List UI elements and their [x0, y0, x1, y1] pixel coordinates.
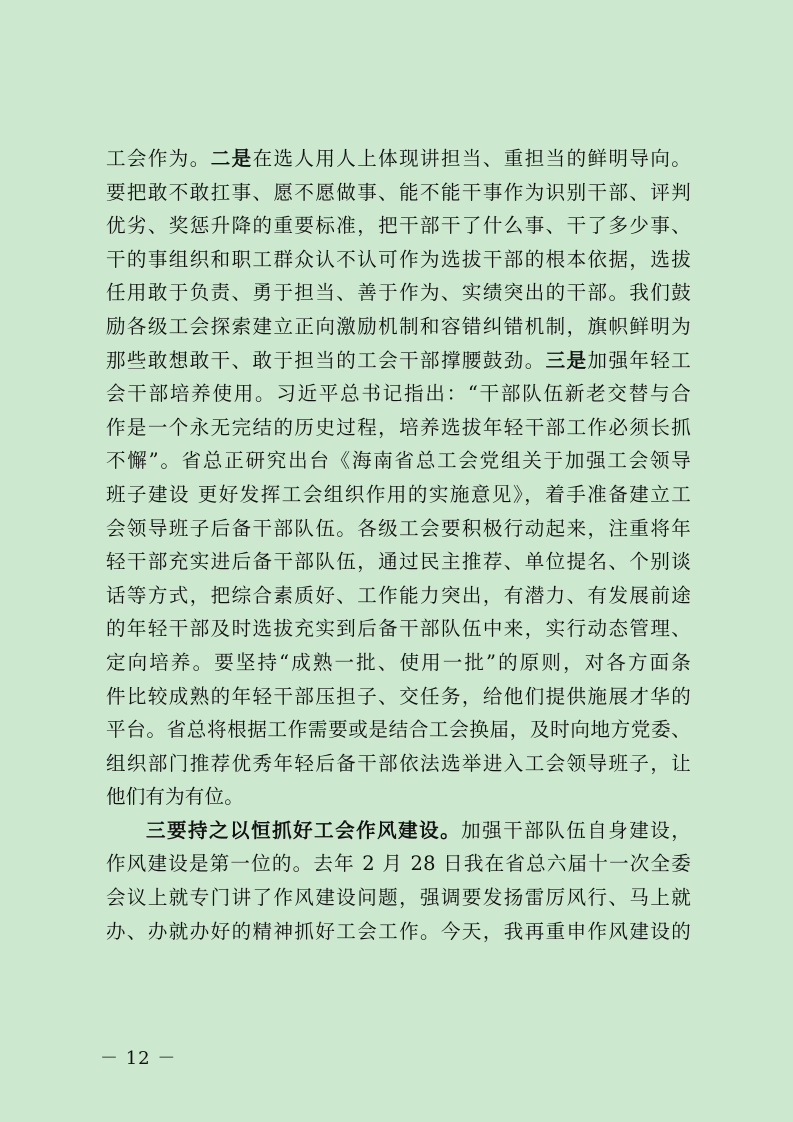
text-line: [106, 680, 691, 714]
text-line: [106, 411, 691, 445]
bold-text-segment: 三是: [545, 348, 588, 372]
text-line: [106, 579, 691, 613]
text-line: [106, 847, 691, 881]
text-segment: 加强年轻工: [587, 348, 691, 372]
text-line: [106, 612, 691, 646]
text-segment: 的年轻干部及时选拔充实到后备干部队伍中来，实行动态管理、: [106, 617, 691, 641]
text-line: [106, 915, 691, 949]
text-line: [106, 276, 691, 310]
text-segment: 工会作为。: [106, 147, 211, 170]
text-line: [106, 512, 691, 546]
page-number: － 12 －: [100, 1048, 177, 1069]
text-segment: 会领导班子后备干部队伍。各级工会要积极行动起来，注重将年: [106, 516, 691, 540]
text-segment: 平台。省总将根据工作需要或是结合工会换届，及时向地方党委、: [106, 718, 691, 742]
text-segment: 加强干部队伍自身建设，: [461, 818, 691, 842]
text-segment: 作风建设是第一位的。去年 2 月 28 日我在省总六届十一次全委: [106, 852, 691, 876]
text-line: [106, 243, 691, 277]
text-segment: 会干部培养使用。习近平总书记指出：“干部队伍新老交替与合: [106, 382, 691, 406]
text-segment: 那些敢想敢干、敢于担当的工会干部撑腰鼓劲。: [106, 348, 546, 372]
text-segment: 干的事组织和职工群众认不认可作为选拔干部的根本依据，选拔: [106, 247, 691, 271]
text-line: [106, 444, 691, 478]
text-line: [106, 780, 691, 814]
text-segment: 定向培养。要坚持“成熟一批、使用一批”的原则，对各方面条: [106, 650, 691, 674]
text-line: [106, 142, 691, 176]
bold-text-segment: 二是: [210, 147, 253, 170]
text-segment: 组织部门推荐优秀年轻后备干部依法选举进入工会领导班子，让: [106, 751, 691, 775]
text-line: [106, 310, 691, 344]
text-line: [106, 713, 691, 747]
text-line: [106, 209, 691, 243]
text-segment: 轻干部充实进后备干部队伍，通过民主推荐、单位提名、个别谈: [106, 550, 691, 574]
text-segment: 在选人用人上体现讲担当、重担当的鲜明导向。: [252, 147, 691, 170]
text-segment: 他们有为有位。: [106, 785, 244, 809]
text-segment: 件比较成熟的年轻干部压担子、交任务，给他们提供施展才华的: [106, 684, 691, 708]
text-line: [106, 881, 691, 915]
text-line: [106, 377, 691, 411]
text-segment: 任用敢于负责、勇于担当、善于作为、实绩突出的干部。我们鼓: [106, 281, 691, 305]
text-line: [106, 814, 691, 848]
text-line: [106, 344, 691, 378]
body-text: [106, 142, 691, 948]
text-line: [106, 176, 691, 210]
text-segment: 要把敢不敢扛事、愿不愿做事、能不能干事作为识别干部、评判: [106, 180, 691, 204]
text-line: [106, 646, 691, 680]
text-line: [106, 478, 691, 512]
text-segment: 班子建设 更好发挥工会组织作用的实施意见》，着手准备建立工: [106, 482, 691, 506]
text-segment: 优劣、奖惩升降的重要标准，把干部干了什么事、干了多少事、: [106, 214, 691, 238]
text-segment: 不懈”。省总正研究出台《海南省总工会党组关于加强工会领导: [106, 449, 691, 473]
text-segment: 话等方式，把综合素质好、工作能力突出，有潜力、有发展前途: [106, 583, 691, 607]
text-segment: 作是一个永无完结的历史过程，培养选拔年轻干部工作必须长抓: [106, 415, 691, 439]
text-segment: 励各级工会探索建立正向激励机制和容错纠错机制，旗帜鲜明为: [106, 314, 691, 338]
text-line: [106, 747, 691, 781]
text-segment: 会议上就专门讲了作风建设问题，强调要发扬雷厉风行、马上就: [106, 886, 691, 910]
bold-text-segment: 三要持之以恒抓好工会作风建设。: [146, 818, 462, 842]
text-segment: 办、办就办好的精神抓好工会工作。今天，我再重申作风建设的: [106, 919, 691, 943]
text-line: [106, 545, 691, 579]
